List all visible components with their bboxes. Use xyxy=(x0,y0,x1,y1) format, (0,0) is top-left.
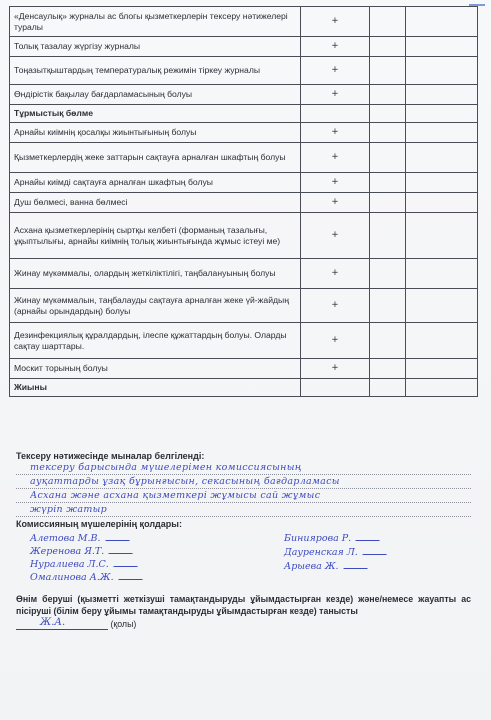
signatures-grid xyxy=(16,532,471,590)
member-name: Арыева Ж. xyxy=(284,561,339,572)
yes-mark-cell: + xyxy=(301,57,370,85)
requirement-text: Арнайы киімді сақтауға арналған шкафтың болуы xyxy=(10,173,301,193)
yes-mark-cell: + xyxy=(301,7,370,37)
checklist-row xyxy=(10,123,478,143)
member-name: Дауренская Л. xyxy=(284,547,358,558)
no-mark-cell xyxy=(370,7,406,37)
requirement-text: Душ бөлмесі, ванна бөлмесі xyxy=(10,193,301,213)
no-mark-cell xyxy=(370,289,406,323)
yes-mark-cell: + xyxy=(301,289,370,323)
yes-mark-cell: + xyxy=(301,143,370,173)
yes-mark-cell: + xyxy=(301,213,370,259)
handwritten-result: тексеру барысында мүшелерімен комиссиясының xyxy=(30,462,302,473)
no-mark-cell xyxy=(370,259,406,289)
comment-cell xyxy=(406,323,478,359)
comment-cell xyxy=(406,359,478,379)
requirement-text: Тоңазытқыштардың температуралық режимін тіркеу журналы xyxy=(10,57,301,85)
yes-mark-cell: + xyxy=(301,123,370,143)
comment-cell xyxy=(406,193,478,213)
requirement-text: Москит торының болуы xyxy=(10,359,301,379)
checklist-row xyxy=(10,57,478,85)
results-section xyxy=(16,451,471,517)
yes-mark-cell: + xyxy=(301,173,370,193)
checklist-body xyxy=(10,7,478,397)
yes-mark-cell: + xyxy=(301,37,370,57)
requirement-text: Асхана қызметкерлерінің сыртқы келбеті (форманың тазалығы, ұқыптылығы, арнайы киімнің толық жиынтығында жұмыс істеуі ме) xyxy=(10,213,301,259)
footer-acknowledgement xyxy=(16,593,471,630)
checklist-row xyxy=(10,143,478,173)
no-mark-cell xyxy=(370,193,406,213)
supplier-signature-line xyxy=(16,618,108,630)
checklist-row xyxy=(10,259,478,289)
checklist-row xyxy=(10,289,478,323)
member-signature-right xyxy=(284,532,381,544)
member-signature-left xyxy=(30,571,144,583)
requirement-text: Арнайы киімнің қосалқы жиынтығының болуы xyxy=(10,123,301,143)
comment-cell xyxy=(406,123,478,143)
supplier-signature: Ж.А. xyxy=(40,617,66,628)
result-line xyxy=(16,503,471,517)
yes-mark-cell: + xyxy=(301,193,370,213)
result-line xyxy=(16,461,471,475)
section-row xyxy=(10,105,478,123)
requirement-text: Өндірістік бақылау бағдарламасының болуы xyxy=(10,85,301,105)
checklist-row xyxy=(10,173,478,193)
requirement-text: Жинау мүкәммалын, таңбалауды сақтауға арналған жеке үй-жайдың (арнайы орындардың) болуы xyxy=(10,289,301,323)
yes-mark-cell xyxy=(301,379,370,397)
comment-cell xyxy=(406,37,478,57)
no-mark-cell xyxy=(370,123,406,143)
results-lines xyxy=(16,461,471,517)
requirement-text: Дезинфекциялық құралдардың, ілеспе құжаттардың болуы. Оларды сақтау шарттары. xyxy=(10,323,301,359)
checklist-row xyxy=(10,37,478,57)
signature-stroke xyxy=(362,546,389,555)
member-name: Алетова М.В. xyxy=(30,533,101,544)
section-title: Тұрмыстық бөлме xyxy=(10,105,301,123)
member-name: Биниярова Р. xyxy=(284,533,352,544)
member-signature-right xyxy=(284,560,369,572)
comment-cell xyxy=(406,379,478,397)
no-mark-cell xyxy=(370,213,406,259)
checklist-row xyxy=(10,323,478,359)
comment-cell xyxy=(406,85,478,105)
signatures-label: Комиссияның мүшелерінің қолдары: xyxy=(16,519,182,529)
handwritten-result: Асхана және асхана қызметкері жұмысы сай жұмыс xyxy=(30,490,321,501)
comment-cell xyxy=(406,173,478,193)
section-row xyxy=(10,379,478,397)
requirement-text: «Денсаулық» журналы ас блогы қызметкерлерін тексеру нәтижелері туралы xyxy=(10,7,301,37)
member-signature-left xyxy=(30,545,134,557)
checklist-row xyxy=(10,213,478,259)
requirement-text: Жинау мүкәммалы, олардың жеткіліктілігі, таңбалануының болуы xyxy=(10,259,301,289)
comment-cell xyxy=(406,105,478,123)
signature-stroke xyxy=(343,560,370,569)
checklist-row xyxy=(10,193,478,213)
member-signature-left xyxy=(30,532,131,544)
no-mark-cell xyxy=(370,57,406,85)
checklist-table xyxy=(9,6,478,397)
requirement-text: Қызметкерлердің жеке заттарын сақтауға арналған шкафтың болуы xyxy=(10,143,301,173)
result-line xyxy=(16,489,471,503)
member-name: Омалинова А.Ж. xyxy=(30,572,114,583)
signature-stroke xyxy=(109,545,136,554)
yes-mark-cell: + xyxy=(301,359,370,379)
yes-mark-cell: + xyxy=(301,323,370,359)
comment-cell xyxy=(406,143,478,173)
checklist-row xyxy=(10,359,478,379)
signature-note: (қолы) xyxy=(110,619,137,629)
yes-mark-cell xyxy=(301,105,370,123)
member-signature-right xyxy=(284,546,388,558)
section-title: Жиыны xyxy=(10,379,301,397)
no-mark-cell xyxy=(370,379,406,397)
no-mark-cell xyxy=(370,323,406,359)
handwritten-result: жүріп жатыр xyxy=(30,504,108,515)
no-mark-cell xyxy=(370,105,406,123)
no-mark-cell xyxy=(370,37,406,57)
signature-stroke xyxy=(105,532,132,541)
checklist-row xyxy=(10,7,478,37)
comment-cell xyxy=(406,259,478,289)
signature-stroke xyxy=(113,558,140,567)
signatures-section xyxy=(16,519,471,590)
member-signature-left xyxy=(30,558,139,570)
comment-cell xyxy=(406,213,478,259)
signature-stroke xyxy=(356,532,383,541)
no-mark-cell xyxy=(370,173,406,193)
footer-text: Өнім беруші (қызметті жеткізуші тамақтандыруды ұйымдастырған кезде) және/немесе жауапты ас пісіруші (білім беру ұйымы тамақтандыруды ұйымдастырған кезде) танысты xyxy=(16,594,471,616)
requirement-text: Толық тазалау жүргізу журналы xyxy=(10,37,301,57)
comment-cell xyxy=(406,57,478,85)
yes-mark-cell: + xyxy=(301,85,370,105)
checklist-row xyxy=(10,85,478,105)
no-mark-cell xyxy=(370,359,406,379)
member-name: Жеренова Я.Т. xyxy=(30,546,105,557)
no-mark-cell xyxy=(370,143,406,173)
result-line xyxy=(16,475,471,489)
comment-cell xyxy=(406,289,478,323)
yes-mark-cell: + xyxy=(301,259,370,289)
handwritten-result: ауқаттарды ұзақ бұрынғысын, секасының бағдарламасы xyxy=(30,476,340,487)
signature-stroke xyxy=(118,571,145,580)
results-label: Тексеру нәтижесінде мыналар белгіленді: xyxy=(16,451,205,461)
comment-cell xyxy=(406,7,478,37)
no-mark-cell xyxy=(370,85,406,105)
member-name: Нуралиева Л.С. xyxy=(30,559,109,570)
